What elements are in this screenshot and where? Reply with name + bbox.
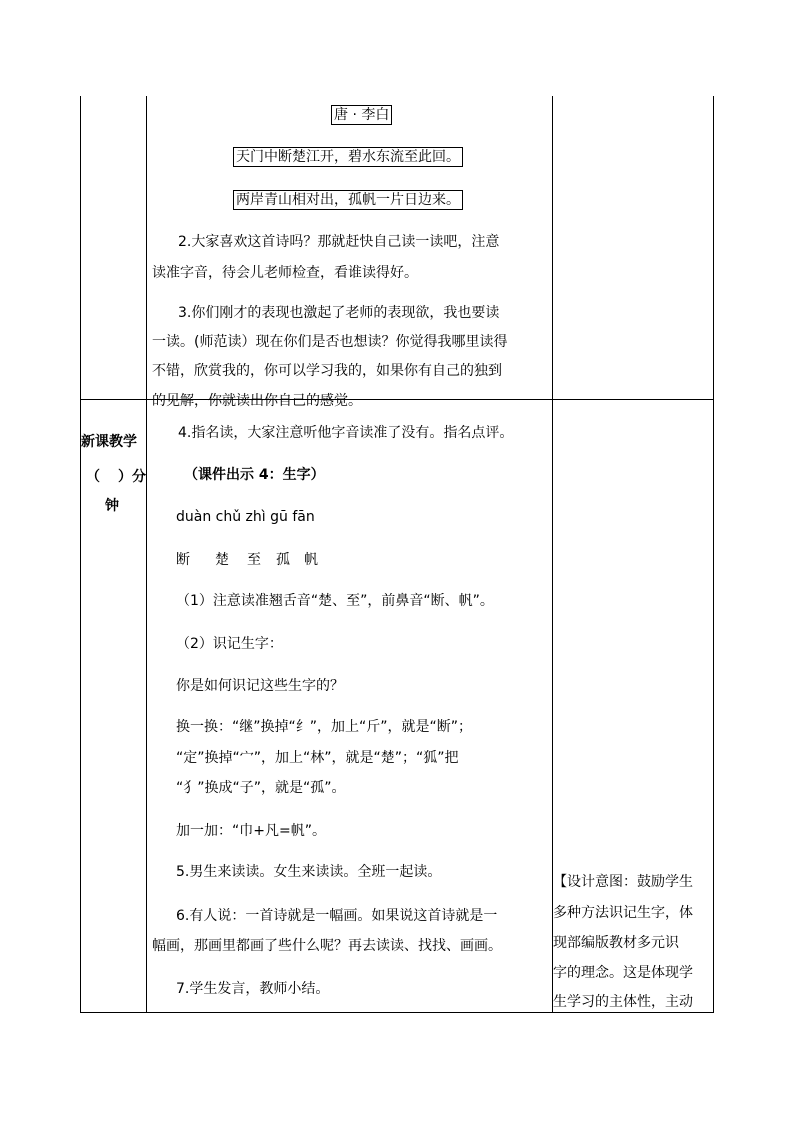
section-label: 新课教学 bbox=[81, 434, 137, 450]
time-close: ）分 bbox=[118, 469, 146, 485]
table-right-border bbox=[713, 96, 714, 1013]
time-unit: 钟 bbox=[105, 498, 119, 514]
swap-line-3: “犭”换成“子”，就是“孤”。 bbox=[176, 780, 346, 796]
step-3-line-2: 一读。(师范读）现在你们是否也想读？你觉得我哪里读得 bbox=[152, 334, 508, 350]
step-6-line-1: 6.有人说：一首诗就是一幅画。如果说这首诗就是一 bbox=[176, 908, 498, 924]
step-5: 5.男生来读读。女生来读读。全班一起读。 bbox=[176, 864, 442, 880]
table-bottom-border bbox=[80, 1012, 714, 1013]
step-6-line-2: 幅画，那画里都画了些什么呢？再去读读、找找、画画。 bbox=[152, 938, 502, 954]
design-intent-line-5: 生学习的主体性，主动 bbox=[553, 994, 693, 1010]
note-1: （1）注意读准翘舌音“楚、至”，前鼻音“断、帆”。 bbox=[176, 593, 494, 609]
char-3: 至 bbox=[247, 552, 261, 568]
step-7: 7.学生发言，教师小结。 bbox=[176, 981, 330, 997]
step-2-line-1: 2.大家喜欢这首诗吗？那就赶快自己读一读吧，注意 bbox=[178, 234, 500, 250]
time-open: （ bbox=[86, 469, 100, 485]
design-intent-line-3: 现部编版教材多元识 bbox=[553, 935, 679, 951]
poem-author: 唐 · 李白 bbox=[331, 105, 392, 125]
table-left-border bbox=[80, 96, 81, 1013]
table-col1-divider bbox=[146, 96, 147, 1013]
step-4: 4.指名读，大家注意听他字音读准了没有。指名点评。 bbox=[178, 425, 514, 441]
question: 你是如何识记这些生字的？ bbox=[176, 678, 344, 694]
design-intent-line-2: 多种方法识记生字，体 bbox=[553, 905, 693, 921]
char-2: 楚 bbox=[215, 552, 229, 568]
courseware-note: （课件出示 4：生字） bbox=[184, 467, 325, 483]
note-2: （2）识记生字： bbox=[176, 636, 283, 652]
swap-line-2: “定”换掉“宀”，加上“林”，就是“楚”；“狐”把 bbox=[176, 750, 459, 766]
step-3-line-3: 不错，欣赏我的，你可以学习我的，如果你有自己的独到 bbox=[152, 363, 502, 379]
step-3-line-1: 3.你们刚才的表现也激起了老师的表现欲，我也要读 bbox=[178, 305, 500, 321]
poem-line-1: 天门中断楚江开，碧水东流至此回。 bbox=[233, 147, 463, 167]
design-intent-line-4: 字的理念。这是体现学 bbox=[553, 965, 693, 981]
pinyin-line: duàn chǔ zhì gū fān bbox=[176, 509, 315, 525]
step-2-line-2: 读准字音，待会儿老师检查，看谁读得好。 bbox=[152, 265, 418, 281]
step-3-line-4: 的见解，你就读出你自己的感觉。 bbox=[152, 393, 362, 409]
add-line: 加一加：“巾+凡=帆”。 bbox=[176, 823, 326, 839]
char-4: 孤 bbox=[276, 552, 290, 568]
char-5: 帆 bbox=[304, 552, 318, 568]
design-intent-line-1: 【设计意图：鼓励学生 bbox=[553, 874, 693, 890]
swap-line-1: 换一换：“继”换掉“纟”，加上“斤”，就是“断”； bbox=[176, 719, 473, 735]
char-1: 断 bbox=[176, 552, 190, 568]
poem-line-2: 两岸青山相对出，孤帆一片日边来。 bbox=[233, 190, 463, 210]
